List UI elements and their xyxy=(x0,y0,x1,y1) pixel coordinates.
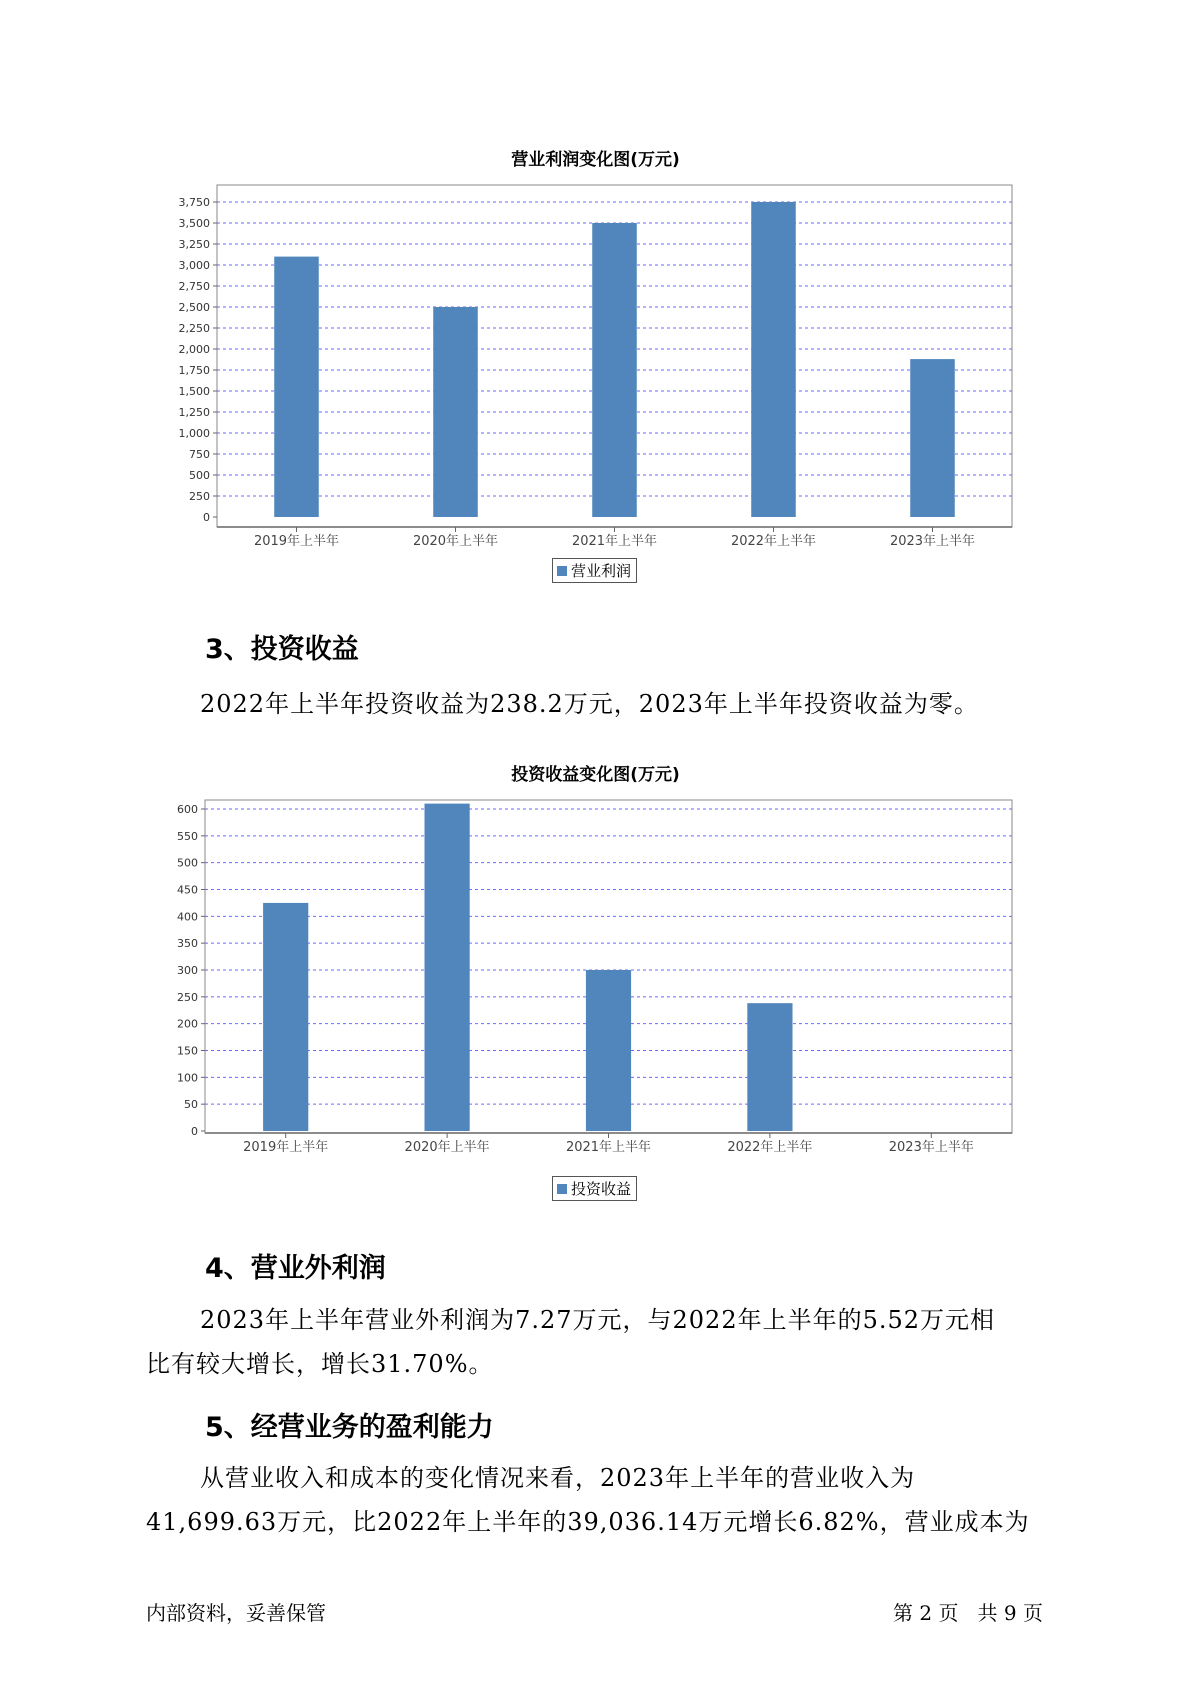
x-tick-label: 2023年上半年 xyxy=(889,534,976,549)
y-tick-label: 1,500 xyxy=(178,385,210,398)
y-tick-label: 3,750 xyxy=(178,196,210,209)
footer-left: 内部资料，妥善保管 xyxy=(146,1601,326,1625)
y-tick-label: 450 xyxy=(177,883,198,897)
section-5-heading: 5、经营业务的盈利能力 xyxy=(205,1412,494,1443)
footer-right: 第 2 页 共 9 页 xyxy=(893,1601,1043,1625)
x-tick-label: 2020年上半年 xyxy=(412,534,499,549)
bar xyxy=(910,359,955,517)
x-tick-label: 2022年上半年 xyxy=(727,1140,813,1155)
y-tick-label: 150 xyxy=(177,1044,198,1058)
y-tick-label: 2,500 xyxy=(178,301,210,314)
section-5-paragraph xyxy=(146,1456,1046,1544)
y-tick-label: 3,500 xyxy=(178,217,210,230)
section-5-text-line1: 从营业收入和成本的变化情况来看，2023年上半年的营业收入为 xyxy=(200,1464,916,1492)
y-tick-label: 1,750 xyxy=(178,364,210,377)
y-tick-label: 500 xyxy=(189,469,210,482)
y-tick-label: 3,250 xyxy=(178,238,210,251)
y-tick-label: 500 xyxy=(177,856,198,870)
section-3-text: 2022年上半年投资收益为238.2万元，2023年上半年投资收益为零。 xyxy=(200,690,979,718)
section-3-paragraph xyxy=(146,682,1046,726)
y-tick-label: 200 xyxy=(177,1017,198,1031)
y-tick-label: 0 xyxy=(203,511,210,524)
legend-swatch xyxy=(557,566,567,576)
bar xyxy=(263,903,308,1131)
section-4-text-line1: 2023年上半年营业外利润为7.27万元，与2022年上半年的5.52万元相 xyxy=(200,1306,996,1334)
y-tick-label: 400 xyxy=(177,910,198,924)
y-tick-label: 250 xyxy=(177,990,198,1004)
x-tick-label: 2023年上半年 xyxy=(888,1140,974,1155)
y-tick-label: 1,250 xyxy=(178,406,210,419)
y-tick-label: 0 xyxy=(191,1125,198,1138)
operating-profit-chart xyxy=(0,180,1191,549)
x-tick-label: 2021年上半年 xyxy=(565,1140,652,1155)
y-tick-label: 2,000 xyxy=(178,343,210,356)
chart2-title: 投资收益变化图(万元) xyxy=(511,765,680,785)
x-tick-label: 2019年上半年 xyxy=(243,1140,329,1155)
bar xyxy=(274,257,319,517)
section-3-heading: 3、投资收益 xyxy=(205,634,359,665)
x-tick-label: 2019年上半年 xyxy=(253,534,340,549)
section-4-paragraph xyxy=(146,1298,1046,1386)
y-tick-label: 550 xyxy=(177,829,198,843)
y-tick-label: 600 xyxy=(177,803,198,816)
section-5-text-line2: 41,699.63万元，比2022年上半年的39,036.14万元增长6.82%，营业成本为 xyxy=(146,1508,1030,1536)
bar xyxy=(433,307,478,517)
y-tick-label: 3,000 xyxy=(178,259,210,272)
y-tick-label: 2,250 xyxy=(178,322,210,335)
legend-swatch xyxy=(557,1184,567,1194)
x-tick-label: 2021年上半年 xyxy=(571,534,658,549)
y-tick-label: 350 xyxy=(177,937,198,951)
y-tick-label: 300 xyxy=(177,964,198,977)
bar xyxy=(425,804,470,1131)
y-tick-label: 50 xyxy=(184,1098,198,1112)
y-tick-label: 1,000 xyxy=(178,427,210,440)
chart1-title: 营业利润变化图(万元) xyxy=(511,150,680,170)
x-tick-label: 2020年上半年 xyxy=(404,1140,490,1155)
bar xyxy=(586,970,631,1131)
bar xyxy=(592,223,637,517)
chart2-legend xyxy=(552,1176,637,1201)
section-4-text-line2: 比有较大增长，增长31.70%。 xyxy=(146,1350,494,1378)
bar xyxy=(751,202,796,517)
y-tick-label: 2,750 xyxy=(178,280,210,293)
legend-label: 营业利润 xyxy=(571,562,632,580)
bar xyxy=(747,1003,792,1131)
investment-income-chart xyxy=(0,790,1191,1170)
section-4-heading: 4、营业外利润 xyxy=(205,1253,386,1284)
y-tick-label: 750 xyxy=(189,448,210,461)
y-tick-label: 250 xyxy=(189,490,210,503)
x-tick-label: 2022年上半年 xyxy=(730,534,817,549)
chart1-legend xyxy=(552,558,637,583)
y-tick-label: 100 xyxy=(177,1071,198,1085)
legend-label: 投资收益 xyxy=(571,1180,632,1198)
